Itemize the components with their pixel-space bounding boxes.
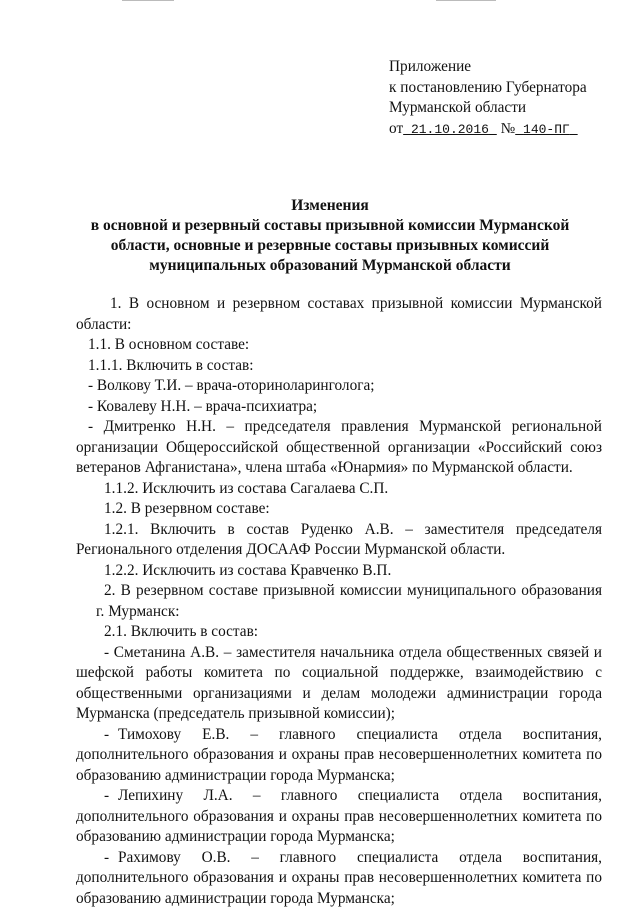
paragraph-1-cont: области:	[76, 315, 602, 336]
list-item-cont: Мурманска (председатель призывной комиссии);	[76, 704, 602, 725]
list-item: - Дмитренко Н.Н. – председателя правления Мурманской региональной	[76, 417, 602, 438]
paragraph-1-1-1: 1.1.1. Включить в состав:	[76, 356, 602, 377]
paragraph-1-2: 1.2. В резервном составе:	[76, 499, 602, 520]
list-item: - Сметанина А.В. – заместителя начальника отдела общественных связей и	[76, 643, 602, 664]
list-item-cont: дополнительного образования и охраны прав несовершеннолетних комитета по	[76, 745, 602, 766]
paragraph-1: 1. В основном и резервном составах призывной комиссии Мурманской	[76, 294, 602, 315]
number-prefix: №	[501, 120, 516, 137]
list-item-cont: дополнительного образования и охраны прав несовершеннолетних комитета по	[76, 868, 602, 889]
heading-line: области, основные и резервные составы призывных комиссий	[60, 236, 600, 256]
list-item-cont: общественными организациями и делам молодежи администрации города	[76, 684, 602, 705]
appendix-region: Мурманской области	[389, 98, 587, 119]
decree-number: 140-ПГ	[515, 122, 577, 137]
appendix-date-line	[389, 119, 587, 141]
appendix-block	[389, 57, 587, 140]
list-item: - Тимохову Е.В. – главного специалиста отдела воспитания,	[76, 725, 602, 746]
list-item-cont: образованию администрации города Мурманска;	[76, 827, 602, 848]
paragraph-1-2-1: 1.2.1. Включить в состав Руденко А.В. – заместителя председателя	[76, 520, 602, 541]
heading-title: Изменения	[60, 196, 600, 216]
list-item-cont: организации Общероссийской общественной организации «Российский союз	[76, 438, 602, 459]
list-item: - Рахимову О.В. – главного специалиста отдела воспитания,	[76, 848, 602, 869]
appendix-title: Приложение	[389, 57, 587, 78]
scan-edge-mark	[436, 0, 496, 1]
appendix-reference: к постановлению Губернатора	[389, 78, 587, 99]
list-dash: -	[104, 848, 118, 869]
paragraph-1-2-1-cont: Регионального отделения ДОСААФ России Мурманской области.	[76, 540, 602, 561]
list-dash: -	[104, 725, 118, 746]
paragraph-1-1-2: 1.1.2. Исключить из состава Сагалаева С.П.	[76, 479, 602, 500]
document-body	[76, 294, 602, 909]
scan-edge-mark	[122, 0, 174, 1]
date-prefix: от	[389, 120, 403, 137]
list-item-cont: дополнительного образования и охраны прав несовершеннолетних комитета по	[76, 807, 602, 828]
list-item-cont: шефской работы комитета по социальной поддержке, взаимодействию с	[76, 663, 602, 684]
paragraph-2-cont: г. Мурманск:	[76, 602, 602, 623]
heading-line: в основной и резервный составы призывной комиссии Мурманской	[60, 216, 600, 236]
paragraph-2: 2. В резервном составе призывной комиссии муниципального образования	[76, 581, 602, 602]
list-item-cont: образованию администрации города Мурманска;	[76, 889, 602, 909]
list-item: - Лепихину Л.А. – главного специалиста отдела воспитания,	[76, 786, 602, 807]
paragraph-1-2-2: 1.2.2. Исключить из состава Кравченко В.П.	[76, 561, 602, 582]
paragraph-1-1: 1.1. В основном составе:	[76, 335, 602, 356]
decree-date: 21.10.2016	[403, 122, 497, 137]
list-dash: -	[104, 786, 118, 807]
list-item-cont: ветеранов Афганистана», члена штаба «Юнармия» по Мурманской области.	[76, 458, 602, 479]
list-item-cont: образованию администрации города Мурманска;	[76, 766, 602, 787]
paragraph-2-1: 2.1. Включить в состав:	[76, 622, 602, 643]
document-heading	[60, 196, 600, 276]
heading-line: муниципальных образований Мурманской области	[60, 256, 600, 276]
list-item: - Ковалеву Н.Н. – врача-психиатра;	[76, 397, 602, 418]
list-item: - Волкову Т.И. – врача-оториноларинголога;	[76, 376, 602, 397]
